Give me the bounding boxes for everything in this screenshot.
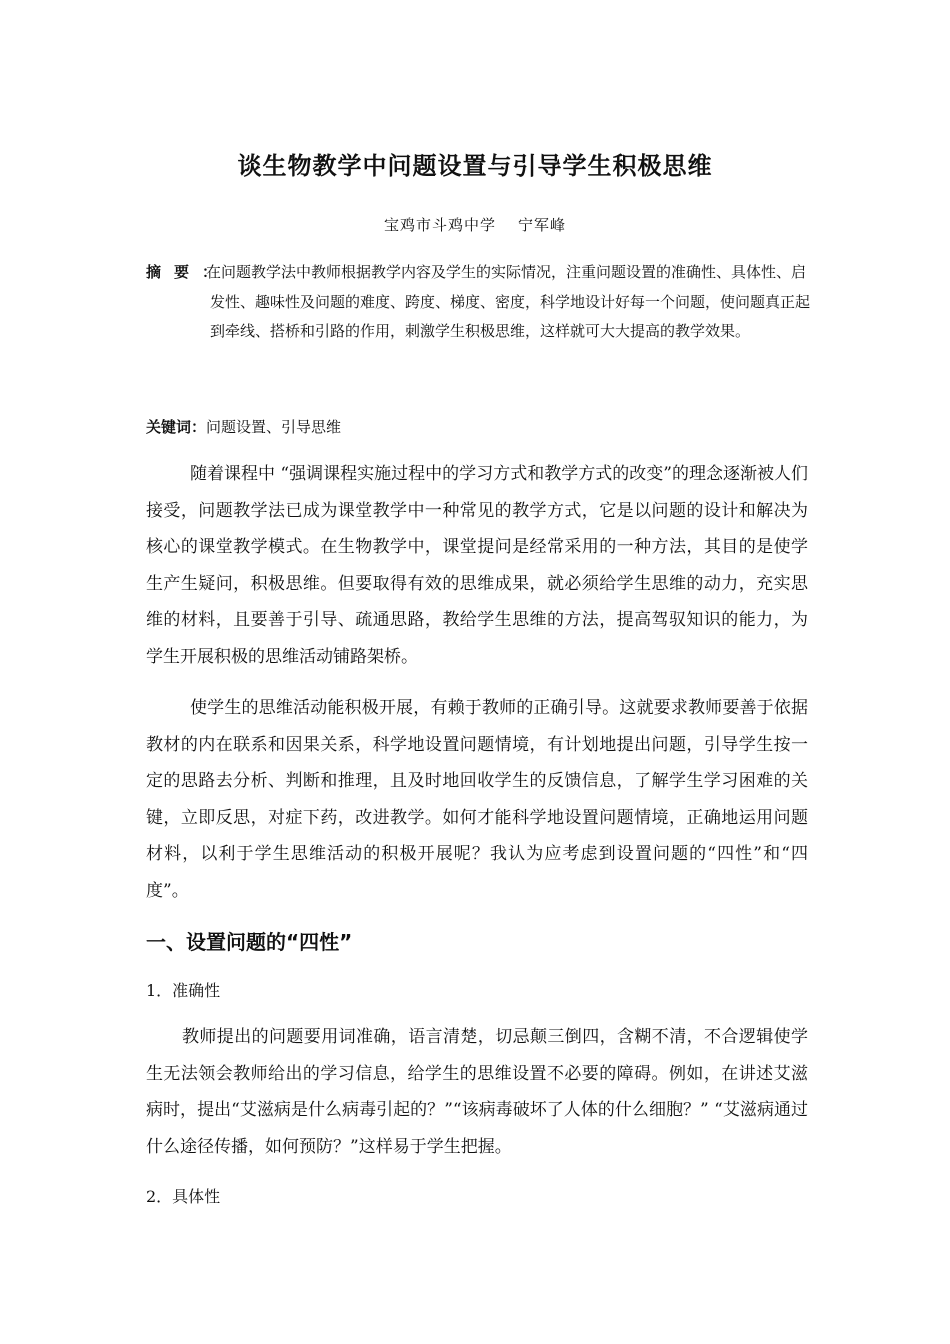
- subsection-heading-concreteness: 2．具体性: [146, 1187, 221, 1206]
- author-school: 宝鸡市斗鸡中学: [383, 216, 496, 234]
- abstract-block: [146, 258, 816, 347]
- subsection-heading-accuracy: 1．准确性: [146, 981, 221, 1000]
- accuracy-paragraph: 教师提出的问题要用词准确，语言清楚，切忌颠三倒四，含糊不清，不合逻辑使学生无法领会教师给出的学习信息，给学生的思维设置不必要的障碍。例如，在讲述艾滋病时，提出“艾滋病是什么病毒引起的？”“该病毒破坏了人体的什么细胞？” “艾滋病通过什么途径传播，如何预防？”这样易于学生把握。: [146, 1027, 808, 1157]
- keywords-text: 问题设置、引导思维: [206, 418, 342, 436]
- document-title: 谈生物教学中问题设置与引导学生积极思维: [237, 152, 713, 180]
- intro-paragraph-2: 使学生的思维活动能积极开展，有赖于教师的正确引导。这就要求教师要善于依据教材的内在联系和因果关系，科学地设置问题情境，有计划地提出问题，引导学生按一定的思路去分析、判断和推理，且及时地回收学生的反馈信息，了解学生学习困难的关键，立即反思，对症下药，改进教学。如何才能科学地设置问题情境，正确地运用问题材料，以利于学生思维活动的积极开展呢？我认为应考虑到设置问题的“四性”和“四度”。: [146, 698, 808, 901]
- keywords-label: 关键词：: [146, 418, 207, 436]
- keywords-line: [146, 416, 341, 437]
- abstract-text: 在问题教学法中教师根据教学内容及学生的实际情况，注重问题设置的准确性、具体性、启发性、趣味性及问题的难度、跨度、梯度、密度，科学地设计好每一个问题，使问题真正起到牵线、搭桥和引路的作用，刺激学生积极思维，这样就可大大提高的教学效果。: [206, 263, 811, 340]
- section-heading: 一、设置问题的“四性”: [146, 930, 353, 954]
- abstract-label: 摘要：: [146, 263, 231, 281]
- author-name: 宁军峰: [518, 216, 567, 234]
- intro-paragraph-1: 随着课程中 “强调课程实施过程中的学习方式和教学方式的改变”的理念逐渐被人们接受，问题教学法已成为课堂教学中一种常见的教学方式，它是以问题的设计和解决为核心的课堂教学模式。在生物教学中，课堂提问是经常采用的一种方法，其目的是使学生产生疑问，积极思维。但要取得有效的思维成果，就必须给学生思维的动力，充实思维的材料，且要善于引导、疏通思路，教给学生思维的方法，提高驾驭知识的能力，为学生开展积极的思维活动铺路架桥。: [146, 464, 808, 667]
- author-line: [0, 214, 950, 235]
